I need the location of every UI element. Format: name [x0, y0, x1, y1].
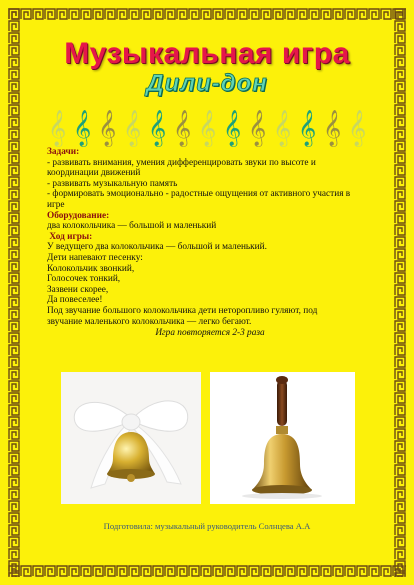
tasks-line: игре	[47, 199, 65, 210]
tasks-line: - формировать эмоционально - радостные ощущения от активного участия в	[47, 189, 351, 200]
author-credit: Подготовила: музыкальный руководитель Солнцева А.А	[103, 521, 311, 531]
treble-clef-icon: 𝄞	[48, 110, 66, 146]
hand-bell-photo	[210, 372, 355, 504]
treble-clef-icon: 𝄞	[173, 110, 191, 146]
treble-clef-icon: 𝄞	[348, 110, 366, 146]
treble-clef-icon: 𝄞	[73, 110, 91, 146]
small-bell-photo	[61, 372, 201, 504]
meander-border-bottom	[8, 565, 406, 577]
treble-clef-icon: 𝄞	[198, 110, 216, 146]
song-line: Голосочек тонкий,	[47, 274, 121, 285]
tasks-line: координации движений	[47, 168, 141, 179]
progress-line: У ведущего два колокольчика — большой и маленький.	[47, 242, 267, 253]
song-line: Колокольчик звонкий,	[47, 263, 135, 274]
tasks-heading: Задачи:	[47, 147, 80, 157]
progress-line: звучание маленького колокольчика — легко бегают.	[47, 316, 252, 327]
equipment-heading: Оборудование:	[47, 210, 110, 221]
progress-heading: Ход игры:	[47, 231, 93, 242]
treble-clef-icon: 𝄞	[273, 110, 291, 146]
equipment-text: два колокольчика — большой и маленький	[47, 221, 217, 232]
treble-clef-icon: 𝄞	[223, 110, 241, 146]
treble-clef-icon: 𝄞	[323, 110, 341, 146]
game-description	[47, 147, 373, 339]
progress-line: Дети напевают песенку:	[47, 252, 143, 263]
tasks-line: - развивать внимания, умения дифференцировать звуки по высоте и	[47, 157, 316, 168]
treble-clef-icon: 𝄞	[298, 110, 316, 146]
treble-clef-icon: 𝄞	[98, 110, 116, 146]
tasks-line: - развивать музыкальную память	[47, 178, 178, 189]
poster-title: Музыкальная игра	[64, 37, 350, 70]
progress-line: Под звучание большого колокольчика дети неторопливо гуляют, под	[47, 305, 318, 316]
repeat-note: Игра повторяется 2-3 раза	[155, 328, 265, 339]
treble-clef-icon: 𝄞	[123, 110, 141, 146]
poster-subtitle: Дили-дон	[146, 70, 268, 97]
meander-border-top	[8, 8, 406, 20]
treble-clef-row	[48, 108, 366, 148]
treble-clef-icon: 𝄞	[148, 110, 166, 146]
treble-clef-icon: 𝄞	[248, 110, 266, 146]
song-line: Зазвени скорее,	[47, 284, 109, 295]
song-line: Да повеселее!	[47, 295, 103, 306]
